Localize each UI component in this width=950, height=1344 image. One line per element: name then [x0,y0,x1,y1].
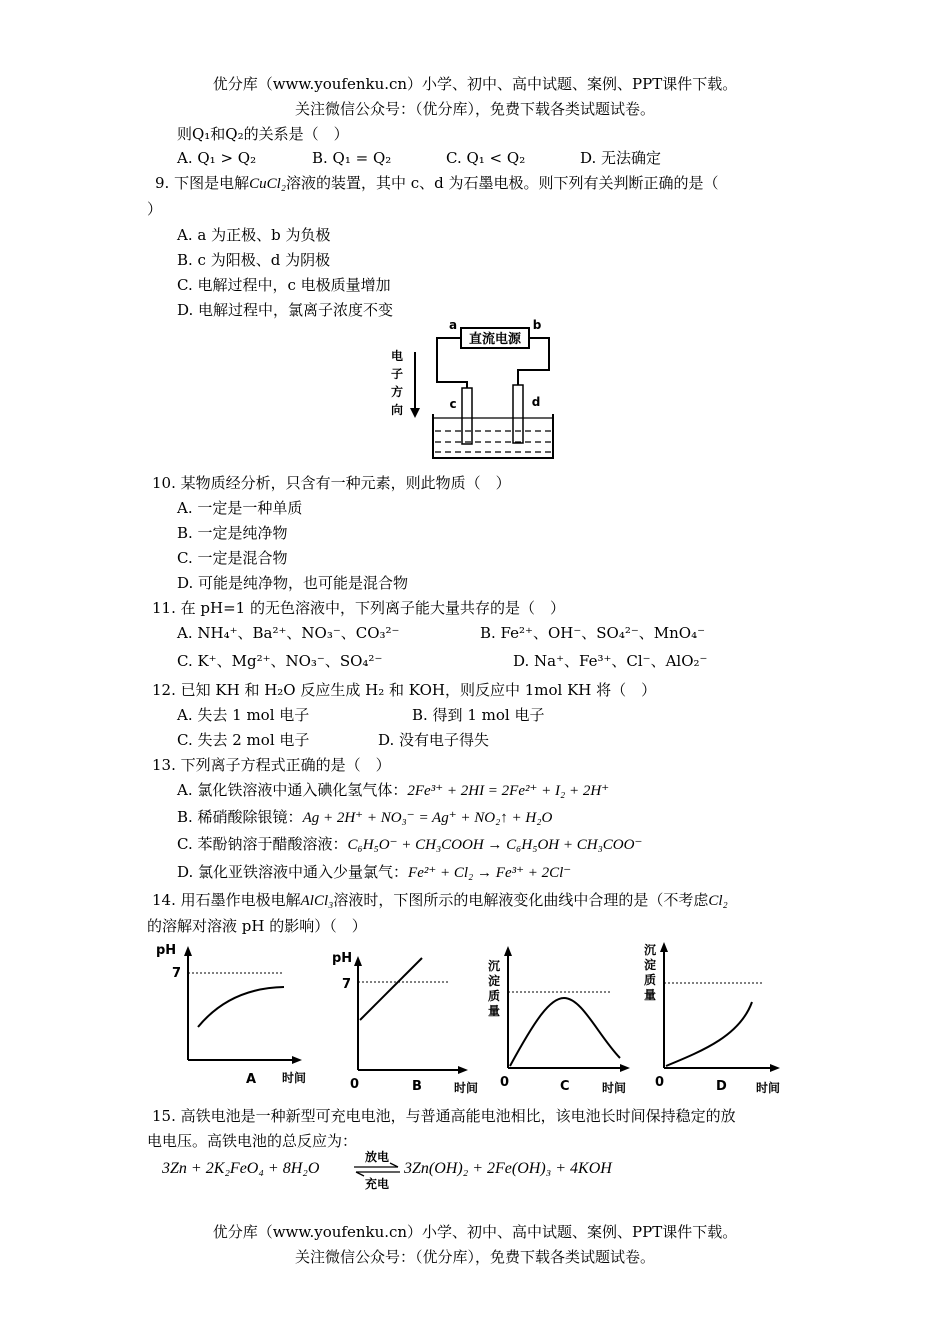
q14-stem-close: 的溶解对溶液 pH 的影响）（ ） [147,917,367,935]
q13-a-label: A. 氯化铁溶液中通入碘化氢气体： [177,781,408,799]
q13-a-equation: 2Fe³⁺ + 2HI = 2Fe²⁺ + I₂ + 2H⁺ [407,783,610,799]
graph-d-xlabel: 时间 [756,1081,781,1095]
q15-stem-1: 15. 高铁电池是一种新型可充电电池，与普通高能电池相比，该电池长时间保持稳定的放 [152,1107,736,1125]
q12-stem: 12. 已知 KH 和 H₂O 反应生成 H₂ 和 KOH，则反应中 1mol KH 将（ ） [152,681,657,699]
graph-d-ylabel-1: 沉 [644,943,657,957]
q12-option-a: A. 失去 1 mol 电子 [177,706,310,724]
graph-a [156,943,306,1087]
graph-d-ylabel-2: 淀 [644,958,657,972]
q13-b-label: B. 稀硝酸除银镜： [177,808,303,826]
q13-option-a [177,780,609,801]
q13-option-c [177,834,642,855]
footer-line-2: 关注微信公众号：（优分库），免费下载各类试题试卷。 [294,1248,655,1266]
graph-d-curve [666,1002,752,1066]
q13-c-label: C. 苯酚钠溶于醋酸溶液： [177,835,348,853]
graph-a-y-arrow [184,946,192,956]
graph-d-ylabel [644,942,660,1002]
q9-stem [155,173,719,194]
graph-a-x-arrow [292,1056,302,1064]
graph-a-xlabel: 时间 [282,1071,307,1085]
q8-stem: 则Q₁和Q₂的关系是（ ） [177,125,349,143]
reversible-arrow [352,1148,402,1192]
graph-b-xlabel: 时间 [454,1081,479,1095]
graph-a-ylabel: pH [156,943,177,958]
graph-c-x-arrow [620,1064,630,1072]
q9-option-b: B. c 为阳极、d 为阴极 [177,251,331,269]
graph-c-ylabel-2: 淀 [488,974,501,988]
q12-option-d: D. 没有电子得失 [378,731,490,749]
q15-eq-right: 3Zn(OH)₂ + 2Fe(OH)₃ + 4KOH [404,1160,612,1177]
q13-option-d [177,862,571,883]
q10-option-d: D. 可能是纯净物，也可能是混合物 [177,574,409,592]
q8-option-b: B. Q₁ = Q₂ [312,149,392,167]
graph-c-curve [510,998,620,1066]
q11-option-a: A. NH₄⁺、Ba²⁺、NO₃⁻、CO₃²⁻ [177,624,400,642]
q15-stem-2: 电电压。高铁电池的总反应为： [147,1132,358,1150]
electron-arrow-head [410,408,420,418]
graph-c-ylabel-3: 质 [488,989,501,1003]
electrode-c [462,388,472,444]
graph-c-xlabel: 时间 [602,1081,627,1095]
graph-c-ylabel-1: 沉 [488,959,501,973]
q9-option-c: C. 电解过程中，c 电极质量增加 [177,276,391,294]
graph-c [488,946,630,1095]
q11-option-b: B. Fe²⁺、OH⁻、SO₄²⁻、MnO₄⁻ [480,624,706,642]
graph-c-origin: 0 [500,1075,510,1090]
arrow-label-2: 子 [390,367,404,381]
q8-option-a: A. Q₁ > Q₂ [177,149,257,167]
q12-option-b: B. 得到 1 mol 电子 [412,706,545,724]
graph-c-ylabel-4: 量 [488,1004,501,1018]
q13-stem: 13. 下列离子方程式正确的是（ ） [152,756,391,774]
graph-b-letter: B [412,1079,422,1094]
graph-a-ytick: 7 [172,966,182,981]
q14-stem-a: 14. 用石墨作电极电解 [152,891,301,909]
graph-d-ylabel-3: 质 [644,973,657,987]
arrow-top-label: 放电 [364,1150,390,1164]
graph-d-y-arrow [660,942,668,952]
q9-stem-b: 溶液的装置，其中 c、d 为石墨电极。则下列有关判断正确的是（ [286,174,719,192]
q9-formula: CuCl₂ [249,176,286,192]
arrow-label-4: 向 [390,403,404,417]
electrolysis-diagram [385,318,570,468]
q11-option-c: C. K⁺、Mg²⁺、NO₃⁻、SO₄²⁻ [177,652,383,670]
graph-d-letter: D [716,1079,727,1094]
graph-b-x-arrow [458,1066,468,1074]
q11-stem: 11. 在 pH=1 的无色溶液中，下列离子能大量共存的是（ ） [152,599,565,617]
footer-line-1: 优分库（www.youfenku.cn）小学、初中、高中试题、案例、PPT课件下载。 [212,1223,738,1241]
graph-b-y-arrow [354,956,362,966]
electrode-d [513,385,523,443]
graph-b-line [360,958,422,1020]
q9-stem-close: ） [147,200,163,218]
q12-option-c: C. 失去 2 mol 电子 [177,731,310,749]
header-line-2: 关注微信公众号：（优分库），免费下载各类试题试卷。 [294,100,655,118]
q14-formula: AlCl₃ [300,893,334,909]
q15-eq-left: 3Zn + 2K₂FeO₄ + 8H₂O [162,1160,320,1177]
graph-c-ylabel [488,958,504,1018]
graph-b-ytick: 7 [342,977,352,992]
arrow-bottom-label: 充电 [364,1177,390,1191]
q14-formula-2: Cl₂ [708,893,728,909]
q10-option-b: B. 一定是纯净物 [177,524,288,542]
q14-stem-b: 溶液时，下图所示的电解液变化曲线中合理的是（不考虑 [333,891,709,909]
q14-stem [152,890,728,911]
graph-c-y-arrow [504,946,512,956]
arrow-label-1: 电 [390,349,404,363]
graph-c-letter: C [560,1079,570,1094]
graph-d-ylabel-4: 量 [644,988,657,1002]
graph-b-ylabel: pH [332,951,353,966]
q13-b-equation: Ag + 2H⁺ + NO₃⁻ = Ag⁺ + NO₂↑ + H₂O [302,810,553,826]
header-line-1: 优分库（www.youfenku.cn）小学、初中、高中试题、案例、PPT课件下载。 [212,75,738,93]
graph-d-x-arrow [770,1064,780,1072]
terminal-b-label: b [532,318,542,332]
graph-a-curve [198,987,284,1027]
q9-option-d: D. 电解过程中，氯离子浓度不变 [177,301,394,319]
q14-graphs [150,940,795,1098]
q13-d-equation: Fe²⁺ + Cl₂ → Fe³⁺ + 2Cl⁻ [408,865,572,881]
q8-option-d: D. 无法确定 [580,149,662,167]
q10-option-a: A. 一定是一种单质 [177,499,303,517]
graph-b-origin: 0 [350,1077,360,1092]
graph-a-letter: A [246,1072,257,1087]
electrode-d-label: d [531,395,541,409]
graph-d-origin: 0 [655,1075,665,1090]
arrow-label-3: 方 [390,385,404,399]
q9-option-a: A. a 为正极、b 为负极 [177,226,331,244]
terminal-a-label: a [448,318,458,332]
q13-option-b [177,807,552,828]
q13-d-label: D. 氯化亚铁溶液中通入少量氯气： [177,863,409,881]
q8-option-c: C. Q₁ < Q₂ [446,149,526,167]
electrode-c-label: c [449,397,457,411]
q9-stem-a: 9. 下图是电解 [155,174,250,192]
power-supply-label: 直流电源 [468,332,522,347]
graph-d [644,942,780,1095]
q10-stem: 10. 某物质经分析，只含有一种元素，则此物质（ ） [152,474,511,492]
q11-option-d: D. Na⁺、Fe³⁺、Cl⁻、AlO₂⁻ [513,652,708,670]
graph-b [332,951,478,1095]
q13-c-equation: C₆H₅O⁻ + CH₃COOH → C₆H₅OH + CH₃COO⁻ [347,837,643,853]
q10-option-c: C. 一定是混合物 [177,549,288,567]
